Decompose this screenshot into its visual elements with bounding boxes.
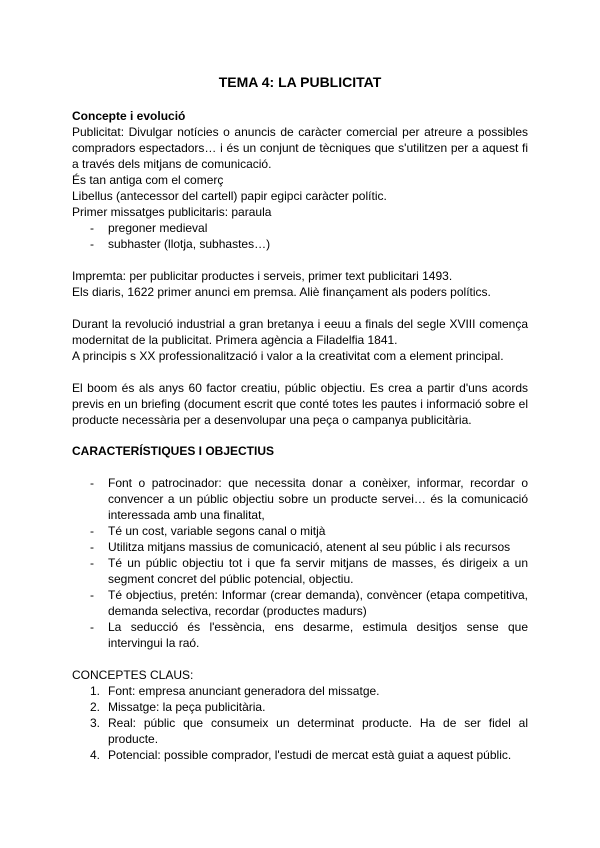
text-line: Impremta: per publicitar productes i serveis, primer text publicitari 1493. [72,269,453,283]
text-line: Durant la revolució industrial a gran bretanya i eeuu a finals del segle XVIII comença modernitat de la publicitat. Primera agència a Filadelfia 1841. [72,317,528,347]
list-item: - Té un públic objectiu tot i que fa servir mitjans de masses, és dirigeix a un segment concret del públic potencial, objectiu. [90,556,528,586]
text-paragraph: El boom és als anys 60 factor creatiu, públic objectiu. Es crea a partir d'uns acords previs en un briefing (document escrit que conté totes les pautes i informació sobre el producte necessària per a desenvolupar una peça o campanya publicitària. [72,381,528,427]
number-marker: 3. [90,716,101,730]
text-line: És tan antiga com el comerç [72,173,224,187]
dash-marker: - [90,620,94,634]
characteristics-list-block [72,475,528,651]
list-item: 3. Real: públic que consumeix un determinat producte. Ha de ser fidel al producte. [90,716,528,746]
section-heading-caracteristiques: CARACTERÍSTIQUES I OBJECTIUS [72,444,275,458]
dash-marker: - [90,588,94,602]
number-marker: 1. [90,684,101,698]
dash-marker: - [90,556,94,570]
list-item: - Utilitza mitjans massius de comunicació, atenent al seu públic i als recursos [90,540,511,554]
list-item: - La seducció és l'essència, ens desarme, estimula desitjos sense que intervingui la raó. [90,620,528,650]
section-concepte [72,108,528,252]
page-title: TEMA 4: LA PUBLICITAT [218,74,382,90]
dash-list [72,475,528,651]
section-heading-conceptes: CONCEPTES CLAUS: [72,668,194,682]
number-marker: 2. [90,700,101,714]
dash-marker: - [90,540,94,554]
dash-marker: - [90,476,94,490]
dash-marker: - [90,237,94,251]
dash-marker: - [90,524,94,538]
dash-list [72,220,528,252]
list-item: - Té objectius, pretén: Informar (crear demanda), convèncer (etapa competitiva, demanda selectiva, recordar (productes madurs) [90,588,528,618]
list-item: - pregoner medieval [90,221,208,235]
definition-paragraph: Publicitat: Divulgar notícies o anuncis de caràcter comercial per atreure a possibles compradors espectadors… i és un conjunt de tècniques que s'utilitzen per a aquest fi a través dels mitjans de comunicació. [72,125,528,171]
section-conceptes-claus [72,667,528,763]
text-line: Els diaris, 1622 primer anunci em premsa. Aliè finançament als poders polítics. [72,285,491,299]
dash-marker: - [90,221,94,235]
section-heading-concepte: Concepte i evolució [72,109,186,123]
list-item: 2. Missatge: la peça publicitària. [90,700,266,714]
list-item: 1. Font: empresa anunciant generadora del missatge. [90,684,380,698]
list-item: - Té un cost, variable segons canal o mitjà [90,524,326,538]
list-item: - Font o patrocinador: que necessita donar a conèixer, informar, recordar o convencer a un públic objectiu sobre un producte servei… és la comunicació interessada amb una finalitat, [90,476,528,522]
list-item: 4. Potencial: possible comprador, l'estudi de mercat està guiat a aquest públic. [90,748,512,762]
section-caracteristiques [72,443,528,459]
number-marker: 4. [90,748,101,762]
paragraph-revolucio [72,316,528,364]
list-item: - subhaster (llotja, subhastes…) [90,237,271,251]
text-line: A principis s XX professionalització i valor a la creativitat com a element principal. [72,349,504,363]
text-line: Libellus (antecessor del cartell) papir egipci caràcter polític. [72,189,387,203]
paragraph-boom [72,380,528,428]
text-line: Primer missatges publicitaris: paraula [72,205,272,219]
numbered-list [72,683,528,763]
paragraph-impremta [72,268,528,300]
